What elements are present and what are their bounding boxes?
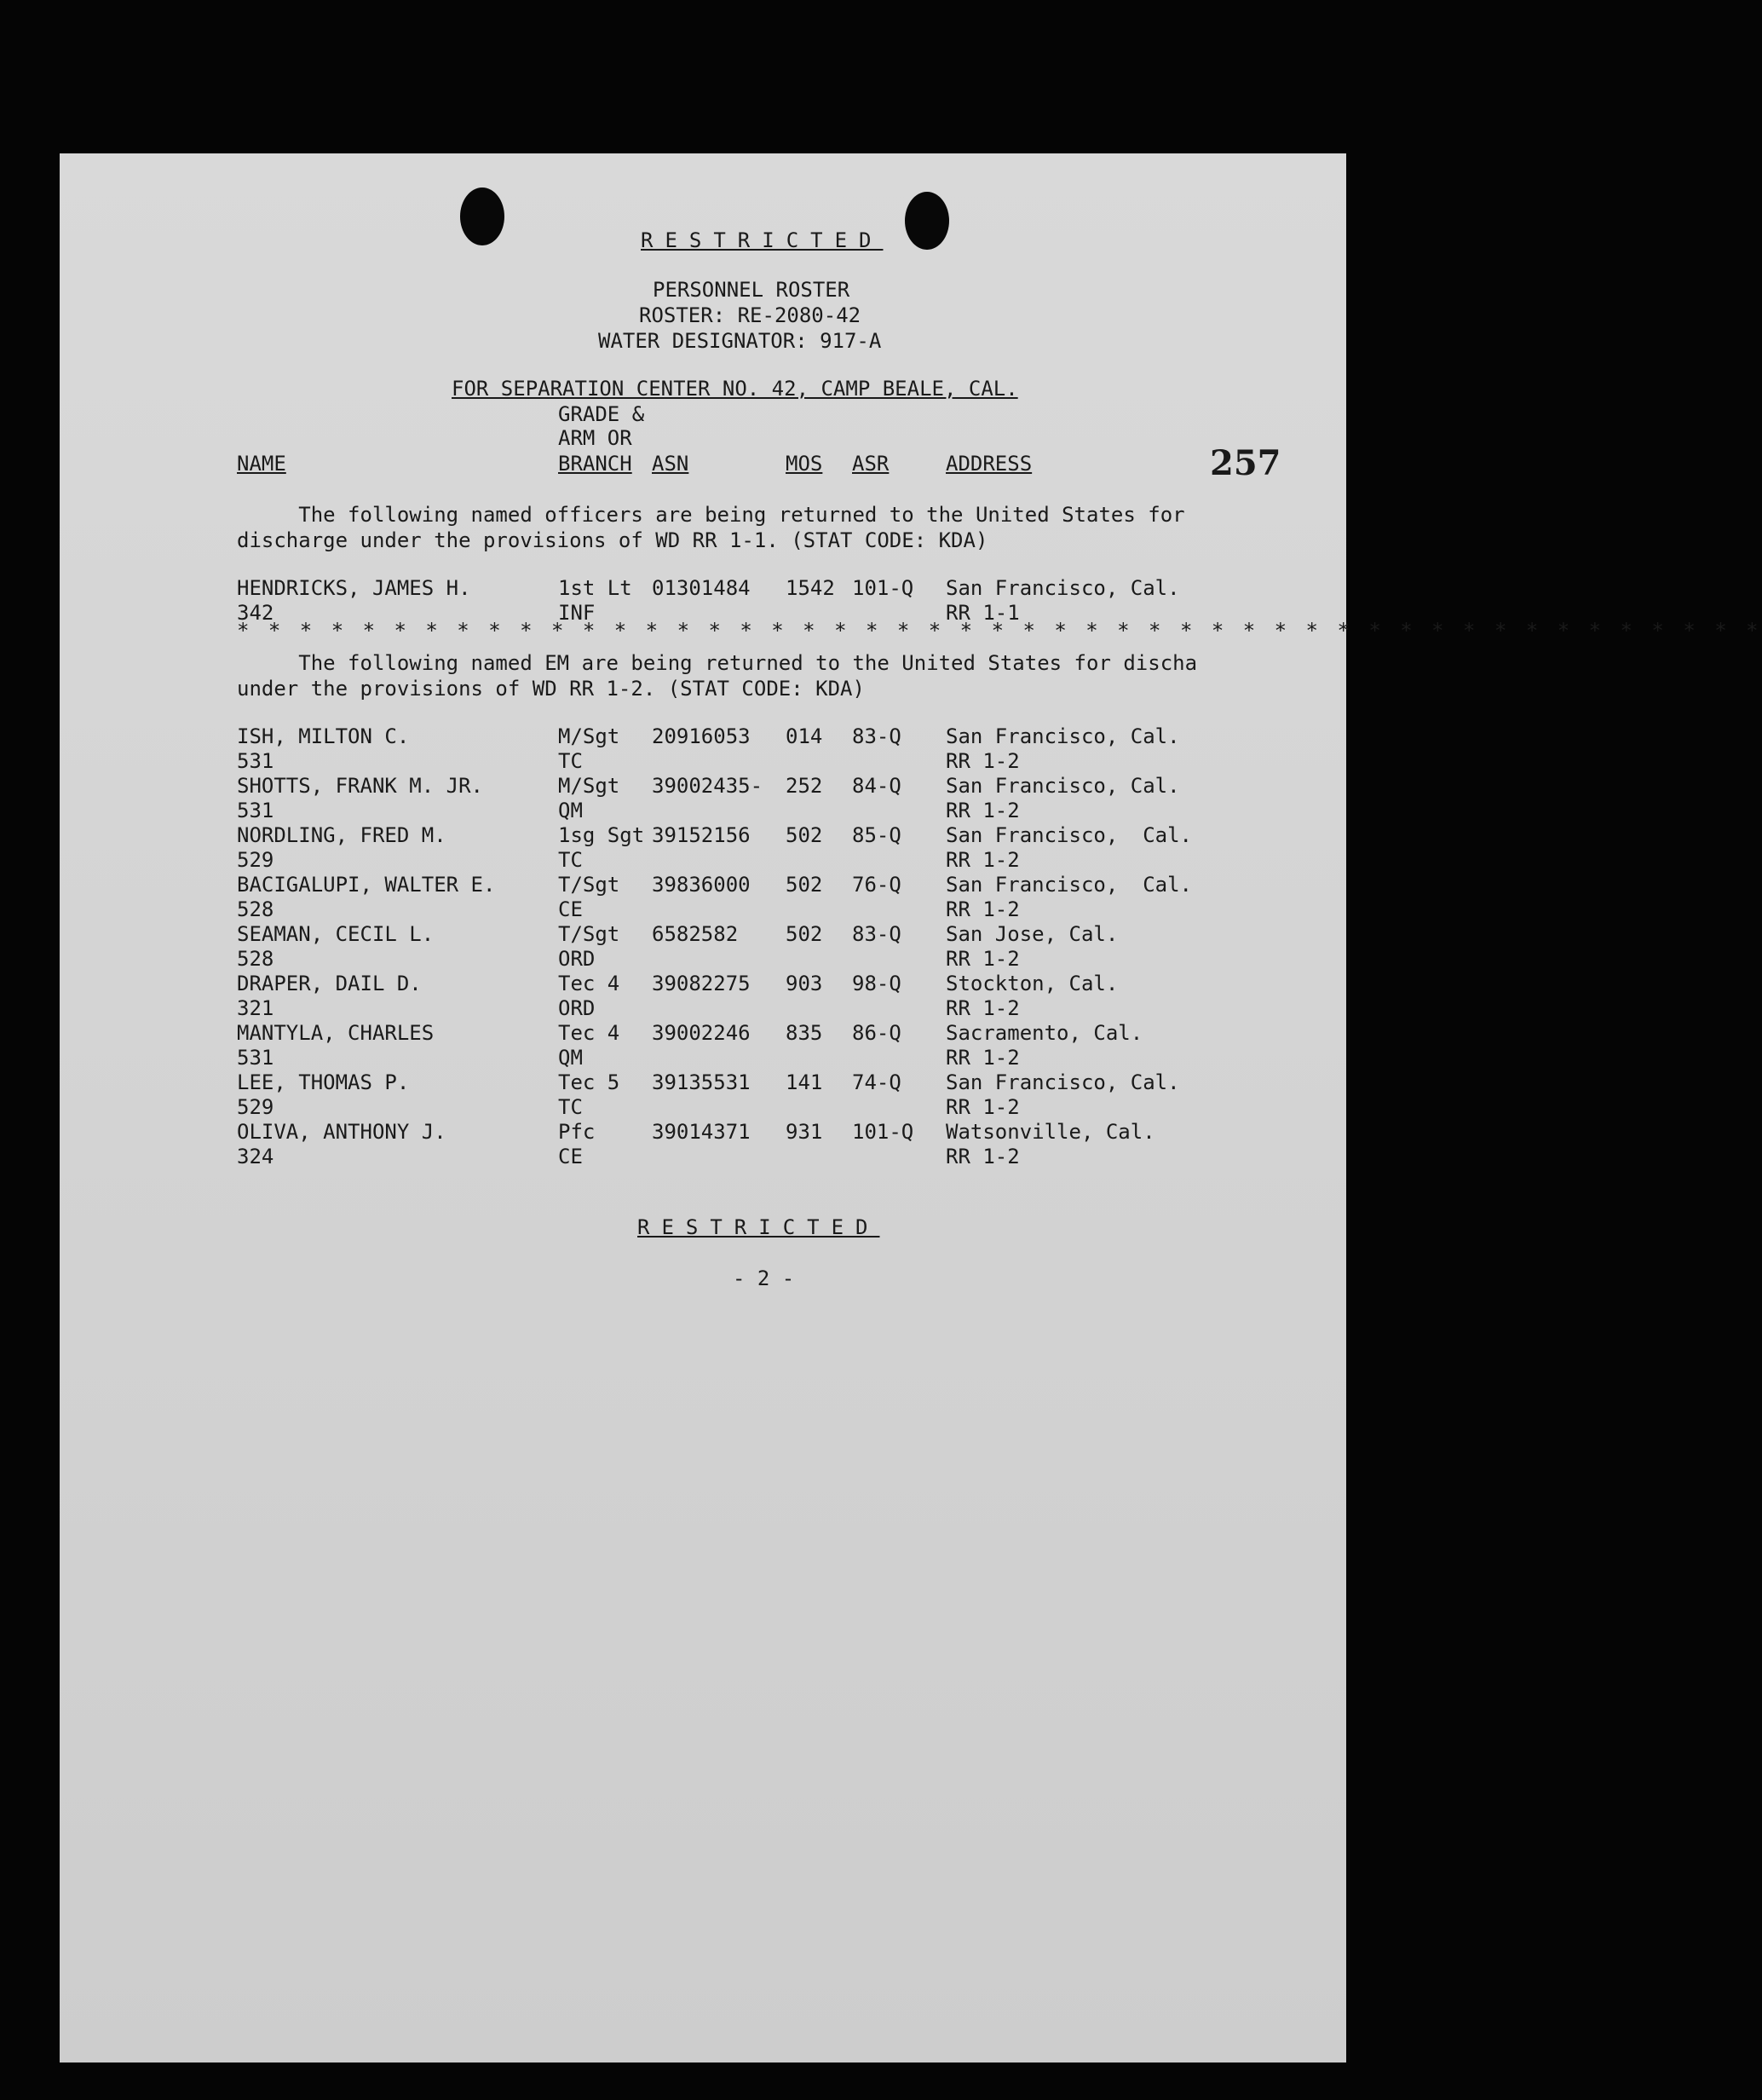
roster-address: San Francisco, Cal. (946, 724, 1180, 748)
roster-rr: RR 1-2 (946, 996, 1020, 1020)
roster-name: MANTYLA, CHARLES (237, 1021, 435, 1045)
roster-code: 529 (237, 1095, 274, 1119)
roster-address: Watsonville, Cal. (946, 1120, 1155, 1144)
roster-asn: 39152156 (652, 823, 751, 847)
roster-grade: Tec 4 (558, 972, 620, 995)
roster-asr: 83-Q (852, 724, 901, 748)
table-row (60, 774, 1346, 823)
roster-rr: RR 1-2 (946, 749, 1020, 773)
roster-asr: 74-Q (852, 1070, 901, 1094)
roster-page (60, 153, 1762, 2062)
roster-asr: 76-Q (852, 873, 901, 897)
roster-asr: 98-Q (852, 972, 901, 995)
roster-asr: 84-Q (852, 774, 901, 798)
table-row (60, 972, 1346, 1021)
roster-title: PERSONNEL ROSTER (653, 278, 850, 302)
table-row (60, 1070, 1346, 1120)
roster-code: 531 (237, 799, 274, 822)
roster-address: Stockton, Cal. (946, 972, 1119, 995)
roster-asn: 20916053 (652, 724, 751, 748)
column-name: NAME (237, 452, 286, 476)
roster-code: 529 (237, 848, 274, 872)
table-row (60, 922, 1346, 972)
roster-rr: RR 1-2 (946, 1095, 1020, 1119)
roster-code: 531 (237, 749, 274, 773)
roster-rr: RR 1-2 (946, 897, 1020, 921)
table-row (60, 1021, 1346, 1070)
roster-address: San Jose, Cal. (946, 922, 1119, 946)
roster-rr: RR 1-2 (946, 1046, 1020, 1070)
separator: * * * * * * * * * * * * * * * * * * * * * * * * * * * * * * * * * * * * * * * * * * * * * * * * * (237, 619, 1762, 643)
classification-bottom: RESTRICTED (637, 1215, 880, 1239)
roster-asn: 39836000 (652, 873, 751, 897)
roster-code: 528 (237, 947, 274, 971)
roster-asr: 83-Q (852, 922, 901, 946)
roster-name: BACIGALUPI, WALTER E. (237, 873, 496, 897)
roster-address: San Francisco, Cal. (946, 576, 1180, 600)
roster-grade: T/Sgt (558, 922, 620, 946)
roster-rr: RR 1-1 (946, 601, 1020, 625)
page-stamp: 257 (1210, 443, 1281, 483)
column-address: ADDRESS (946, 452, 1033, 476)
classification-top: RESTRICTED (641, 228, 884, 252)
roster-asn: 39002246 (652, 1021, 751, 1045)
roster-asr: 101-Q (852, 576, 914, 600)
roster-mos: 1542 (786, 576, 835, 600)
table-row (60, 724, 1346, 774)
roster-grade: Tec 4 (558, 1021, 620, 1045)
roster-grade: Tec 5 (558, 1070, 620, 1094)
roster-grade: 1sg Sgt (558, 823, 645, 847)
roster-name: HENDRICKS, JAMES H. (237, 576, 471, 600)
roster-address: San Francisco, Cal. (946, 873, 1192, 897)
roster-branch: CE (558, 1145, 583, 1168)
roster-code: 528 (237, 897, 274, 921)
officers-intro-line1: The following named officers are being returned to the United States for (237, 503, 1185, 527)
punch-hole-left (460, 188, 504, 245)
column-branch: BRANCH (558, 452, 632, 476)
roster-name: LEE, THOMAS P. (237, 1070, 410, 1094)
column-asn: ASN (652, 452, 689, 476)
em-intro-line1: The following named EM are being returned to the United States for discha (237, 651, 1198, 675)
roster-mos: 931 (786, 1120, 823, 1144)
roster-asn: 39082275 (652, 972, 751, 995)
roster-rr: RR 1-2 (946, 947, 1020, 971)
column-grade-line2: ARM OR (558, 426, 632, 450)
destination: FOR SEPARATION CENTER NO. 42, CAMP BEALE, CAL. (452, 377, 1018, 401)
roster-code: 531 (237, 1046, 274, 1070)
roster-name: OLIVA, ANTHONY J. (237, 1120, 446, 1144)
roster-name: DRAPER, DAIL D. (237, 972, 422, 995)
table-row (60, 823, 1346, 873)
roster-name: SHOTTS, FRANK M. JR. (237, 774, 483, 798)
roster-code: 342 (237, 601, 274, 625)
officers-intro-line2: discharge under the provisions of WD RR 1-1. (STAT CODE: KDA) (237, 528, 988, 552)
roster-branch: TC (558, 848, 583, 872)
roster-code: 321 (237, 996, 274, 1020)
roster-asr: 101-Q (852, 1120, 914, 1144)
roster-branch: TC (558, 749, 583, 773)
roster-grade: 1st Lt (558, 576, 632, 600)
column-grade-line1: GRADE & (558, 402, 645, 426)
roster-branch: TC (558, 1095, 583, 1119)
roster-name: ISH, MILTON C. (237, 724, 410, 748)
roster-branch: QM (558, 799, 583, 822)
roster-branch: CE (558, 897, 583, 921)
roster-asn: 39014371 (652, 1120, 751, 1144)
column-asr: ASR (852, 452, 890, 476)
roster-asn: 6582582 (652, 922, 739, 946)
roster-name: NORDLING, FRED M. (237, 823, 446, 847)
roster-rr: RR 1-2 (946, 1145, 1020, 1168)
roster-mos: 835 (786, 1021, 823, 1045)
roster-mos: 141 (786, 1070, 823, 1094)
roster-address: Sacramento, Cal. (946, 1021, 1143, 1045)
water-designator: WATER DESIGNATOR: 917-A (598, 329, 882, 353)
roster-grade: M/Sgt (558, 724, 620, 748)
roster-asn: 01301484 (652, 576, 751, 600)
roster-rr: RR 1-2 (946, 799, 1020, 822)
roster-mos: 502 (786, 922, 823, 946)
roster-asr: 86-Q (852, 1021, 901, 1045)
roster-asn: 39135531 (652, 1070, 751, 1094)
roster-address: San Francisco, Cal. (946, 1070, 1180, 1094)
roster-number: ROSTER: RE-2080-42 (639, 303, 861, 327)
roster-grade: Pfc (558, 1120, 596, 1144)
roster-address: San Francisco, Cal. (946, 823, 1192, 847)
column-mos: MOS (786, 452, 823, 476)
roster-branch: QM (558, 1046, 583, 1070)
roster-code: 324 (237, 1145, 274, 1168)
roster-name: SEAMAN, CECIL L. (237, 922, 435, 946)
roster-mos: 903 (786, 972, 823, 995)
roster-mos: 014 (786, 724, 823, 748)
punch-hole-right (905, 192, 949, 250)
roster-branch: ORD (558, 996, 596, 1020)
roster-branch: ORD (558, 947, 596, 971)
roster-mos: 502 (786, 873, 823, 897)
roster-mos: 252 (786, 774, 823, 798)
roster-asn: 39002435- (652, 774, 763, 798)
roster-mos: 502 (786, 823, 823, 847)
roster-grade: M/Sgt (558, 774, 620, 798)
em-intro-line2: under the provisions of WD RR 1-2. (STAT CODE: KDA) (237, 677, 865, 701)
page-number: - 2 - (733, 1266, 795, 1290)
roster-grade: T/Sgt (558, 873, 620, 897)
table-row (60, 1120, 1346, 1169)
roster-address: San Francisco, Cal. (946, 774, 1180, 798)
roster-branch: INF (558, 601, 596, 625)
table-row (60, 873, 1346, 922)
roster-asr: 85-Q (852, 823, 901, 847)
roster-rr: RR 1-2 (946, 848, 1020, 872)
